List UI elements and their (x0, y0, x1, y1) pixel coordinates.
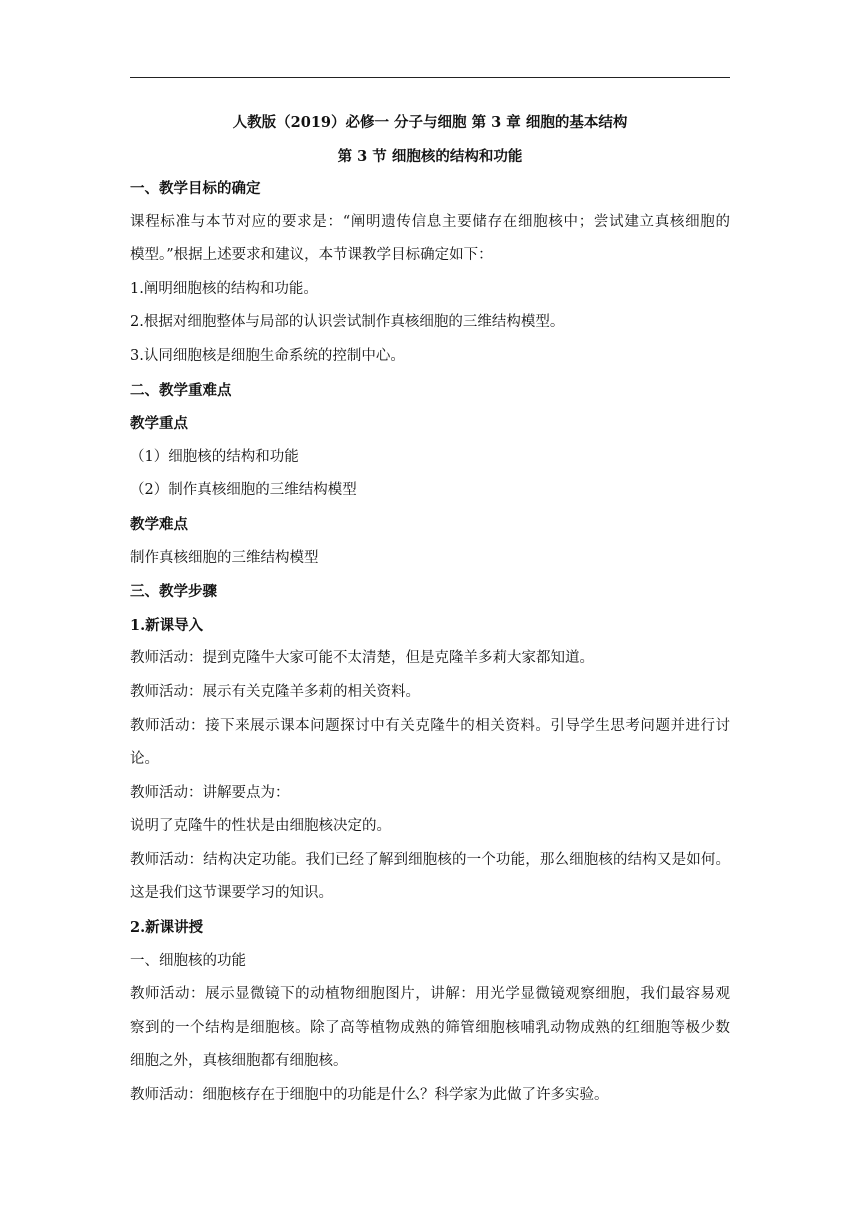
document-body (130, 172, 730, 1113)
section-heading: 二、教学重难点 (130, 381, 232, 399)
paragraph-line: 模型。”根据上述要求和建议，本节课教学目标确定如下： (130, 247, 493, 264)
paragraph-line: 教师活动：结构决定功能。我们已经了解到细胞核的一个功能，那么细胞核的结构又是如何。 (130, 851, 730, 868)
paragraph-line: 制作真核细胞的三维结构模型 (130, 549, 319, 566)
paragraph-line: 教师活动：细胞核存在于细胞中的功能是什么？科学家为此做了许多实验。 (130, 1087, 609, 1104)
section-heading: 1.新课导入 (130, 616, 204, 634)
section-heading: 教学重点 (130, 415, 188, 433)
paragraph-line: 2.根据对细胞整体与局部的认识尝试制作真核细胞的三维结构模型。 (130, 314, 565, 331)
paragraph-line: 教师活动：讲解要点为： (130, 784, 290, 801)
paragraph-line: 教师活动：展示显微镜下的动植物细胞图片，讲解：用光学显微镜观察细胞，我们最容易观 (130, 986, 730, 1003)
document-page (130, 108, 730, 1113)
paragraph-line: 一、细胞核的功能 (130, 952, 246, 969)
paragraph-line: 论。 (130, 751, 159, 768)
paragraph-line: 3.认同细胞核是细胞生命系统的控制中心。 (130, 347, 405, 364)
document-title: 人教版（2019）必修一 分子与细胞 第 3 章 细胞的基本结构 (232, 114, 628, 131)
paragraph-line: 察到的一个结构是细胞核。除了高等植物成熟的筛管细胞核哺乳动物成熟的红细胞等极少数 (130, 1019, 730, 1036)
section-title: 第 3 节 细胞核的结构和功能 (337, 148, 523, 165)
paragraph-line: 这是我们这节课要学习的知识。 (130, 885, 333, 902)
paragraph-line: 课程标准与本节对应的要求是：“阐明遗传信息主要储存在细胞核中；尝试建立真核细胞的 (130, 213, 730, 230)
paragraph-line: 说明了克隆牛的性状是由细胞核决定的。 (130, 818, 391, 835)
header-rule (130, 77, 730, 78)
paragraph-line: 细胞之外，真核细胞都有细胞核。 (130, 1053, 348, 1070)
section-heading: 一、教学目标的确定 (130, 180, 261, 197)
paragraph-line: 1.阐明细胞核的结构和功能。 (130, 280, 318, 297)
paragraph-line: （1）细胞核的结构和功能 (130, 448, 299, 465)
paragraph-line: 教师活动：提到克隆牛大家可能不太清楚，但是克隆羊多莉大家都知道。 (130, 650, 594, 667)
paragraph-line: （2）制作真核细胞的三维结构模型 (130, 482, 357, 499)
paragraph-line: 教师活动：展示有关克隆羊多莉的相关资料。 (130, 683, 420, 700)
section-heading: 教学难点 (130, 515, 188, 533)
paragraph-line: 教师活动：接下来展示课本问题探讨中有关克隆牛的相关资料。引导学生思考问题并进行讨 (130, 717, 730, 734)
section-heading: 三、教学步骤 (130, 583, 217, 601)
section-heading: 2.新课讲授 (130, 919, 204, 937)
